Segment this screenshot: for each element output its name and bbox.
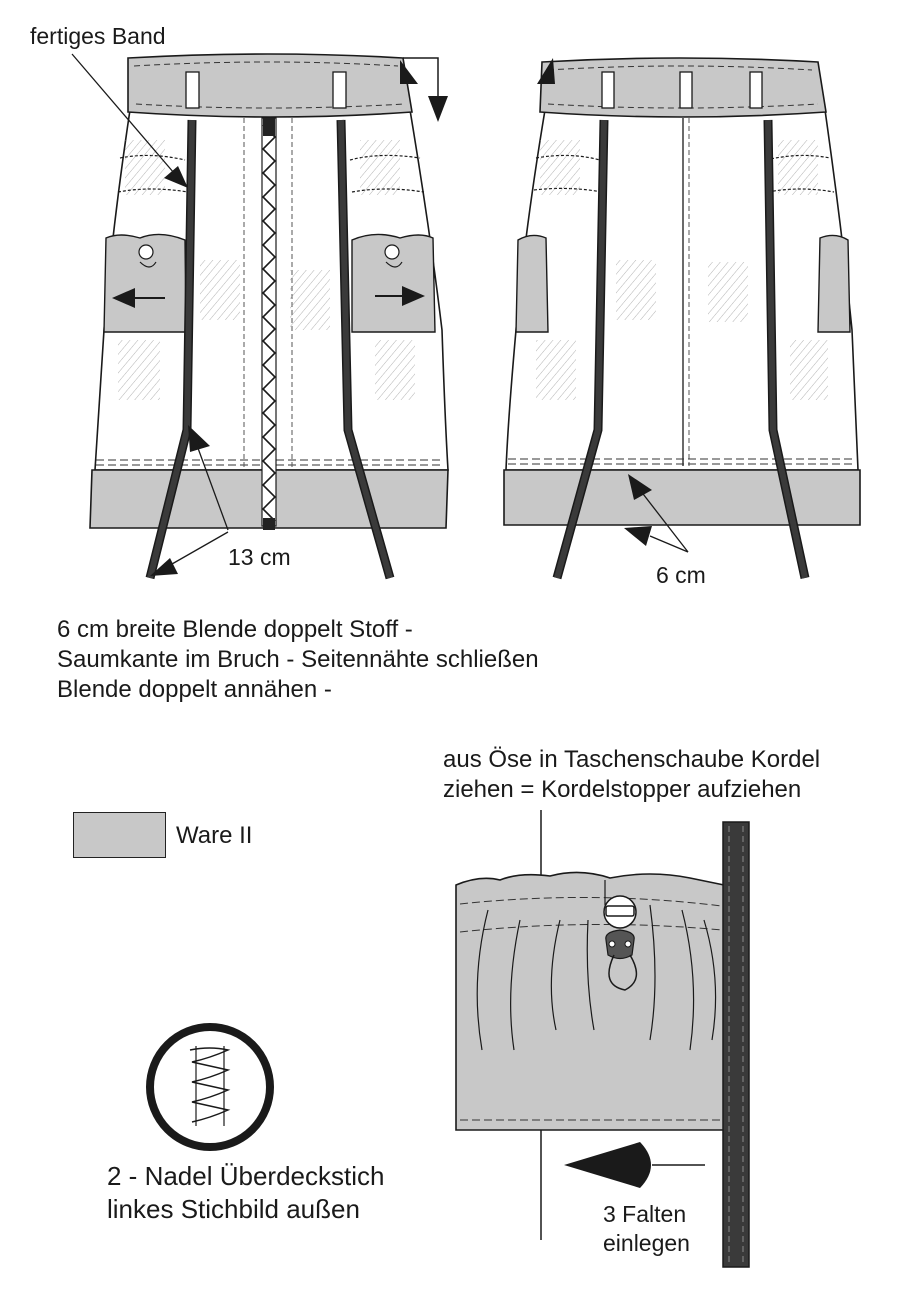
pleat-caption-line-2: einlegen (603, 1230, 690, 1256)
side-tape (723, 822, 749, 1267)
cord-instruction-line-1: aus Öse in Taschenschaube Kordel (443, 746, 821, 773)
belt-loop (750, 72, 762, 108)
belt-loop (186, 72, 199, 108)
belt-loop (680, 72, 692, 108)
dimension-13cm: 13 cm (228, 544, 291, 570)
belt-loop (333, 72, 346, 108)
legend-label-ware-ii: Ware II (176, 822, 253, 849)
pocket-detail (456, 810, 749, 1267)
instruction-line-3: Blende doppelt annähen - (57, 676, 332, 703)
legend-swatch-ware-ii (73, 812, 166, 858)
back-right-pocket (818, 235, 850, 332)
stitch-caption-line-2: linkes Stichbild außen (107, 1194, 360, 1224)
cord-instruction-line-2: ziehen = Kordelstopper aufziehen (443, 776, 802, 803)
pleat-caption-line-1: 3 Falten (603, 1201, 687, 1227)
coverstitch-icon (150, 1027, 270, 1147)
back-hem-facing (504, 470, 860, 525)
skirt-front-view (72, 54, 448, 578)
stitch-caption-line-1: 2 - Nadel Überdeckstich (107, 1161, 385, 1191)
back-left-pocket (516, 235, 548, 332)
arrow-icon (564, 1142, 705, 1188)
instruction-line-1: 6 cm breite Blende doppelt Stoff - (57, 616, 413, 643)
dimension-6cm: 6 cm (656, 562, 706, 588)
label-fertiges-band: fertiges Band (30, 23, 166, 49)
skirt-back-view (504, 58, 860, 578)
instruction-line-2: Saumkante im Bruch - Seitennähte schließen (57, 646, 539, 673)
belt-loop (602, 72, 614, 108)
